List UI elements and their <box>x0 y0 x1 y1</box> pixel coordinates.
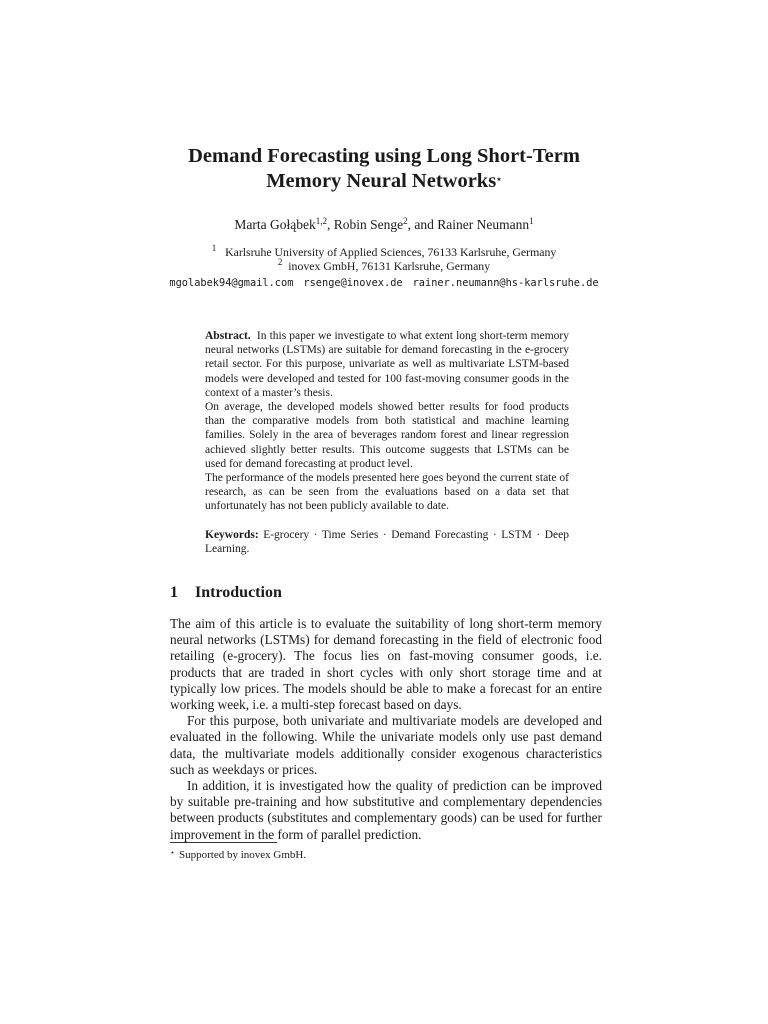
affiliation-1 <box>0 243 768 260</box>
author-2: Robin Senge <box>333 217 404 232</box>
footnote-rule <box>170 842 277 843</box>
author-2-affil: 2 <box>403 216 408 226</box>
author-3-affil: 1 <box>529 216 534 226</box>
author-list <box>0 216 768 234</box>
body-paragraph-2: For this purpose, both univariate and multivariate models are developed and evaluated in the following. While the univariate models only use past demand data, the multivariate models additionally consider exogenous characteristics such as weekdays or prices. <box>170 713 602 777</box>
abstract-text-1: In this paper we investigate to what extent long short-term memory neural networks (LSTMs) are suitable for demand forecasting in the e-grocery retail sector. For this purpose, univariate as well as multivariate LSTM-based models were developed and tested for 100 fast-moving consumer goods in the context of a master’s thesis. <box>205 330 570 399</box>
email-2: rsenge@inovex.de <box>303 277 403 289</box>
section-title: Introduction <box>195 584 282 601</box>
abstract-paragraph-2: On average, the developed models showed better results for food products than the comparative models from both statistical and machine learning families. Solely in the area of beverages random forest and linear regression achieved slightly better results. This outcome suggests that LSTMs can be used for demand forecasting at product level. <box>205 401 569 470</box>
email-3: rainer.neumann@hs-karlsruhe.de <box>412 277 599 289</box>
keywords-label: Keywords: <box>205 529 259 541</box>
author-1: Marta Gołąbek <box>234 217 316 232</box>
footnote <box>170 846 306 862</box>
abstract-label: Abstract. <box>205 330 251 342</box>
author-sep-1: , <box>327 217 334 232</box>
author-1-affil: 1,2 <box>315 216 327 226</box>
body-text <box>170 616 602 843</box>
email-list <box>0 276 768 290</box>
affiliation-2-text: inovex GmbH, 76131 Karlsruhe, Germany <box>288 258 491 273</box>
title-line-2 <box>0 169 768 194</box>
affiliation-1-num: 1 <box>211 243 217 253</box>
footnote-text: Supported by inovex GmbH. <box>179 849 307 861</box>
keywords <box>205 528 569 556</box>
title-line-1: Demand Forecasting using Long Short-Term <box>188 145 580 167</box>
paper-title <box>0 144 768 194</box>
section-number: 1 <box>170 584 178 601</box>
email-1: mgolabek94@gmail.com <box>169 277 294 289</box>
author-3: Rainer Neumann <box>437 217 530 232</box>
body-paragraph-3: In addition, it is investigated how the quality of prediction can be improved by suitable pre-training and how substitutive and complementary dependencies between products (substitutes and complementary goods) can be used for further improvement in the form of parallel prediction. <box>170 778 602 842</box>
author-sep-2: , and <box>407 217 438 232</box>
abstract-paragraph-3: The performance of the models presented here goes beyond the current state of research, as can be seen from the evaluations based on a data set that unfortunately has not been publicly available to date. <box>205 472 569 513</box>
abstract-paragraph-1 <box>205 329 569 400</box>
affiliation-1-text: Karlsruhe University of Applied Sciences, 76133 Karlsruhe, Germany <box>225 245 557 259</box>
body-paragraph-1: The aim of this article is to evaluate the suitability of long short-term memory neural networks (LSTMs) for demand forecasting in the field of electronic food retailing (e-grocery). The focus lies on fast-moving consumer goods, i.e. products that are traded in short cycles with only short storage time and at typically low prices. The models should be able to make a forecast for an entire working week, i.e. a multi-step forecast based on days. <box>170 616 602 713</box>
affiliation-2 <box>0 256 768 274</box>
title-footnote-mark: ⋆ <box>496 174 502 184</box>
affiliations <box>0 243 768 273</box>
section-heading <box>170 583 282 603</box>
footnote-mark: ⋆ <box>170 848 176 857</box>
title-line-2-text: Memory Neural Networks <box>266 170 497 192</box>
abstract <box>205 329 569 514</box>
keywords-text: E-grocery · Time Series · Demand Forecasting · LSTM · Deep Learning. <box>205 529 569 556</box>
affiliation-2-num: 2 <box>277 256 283 267</box>
